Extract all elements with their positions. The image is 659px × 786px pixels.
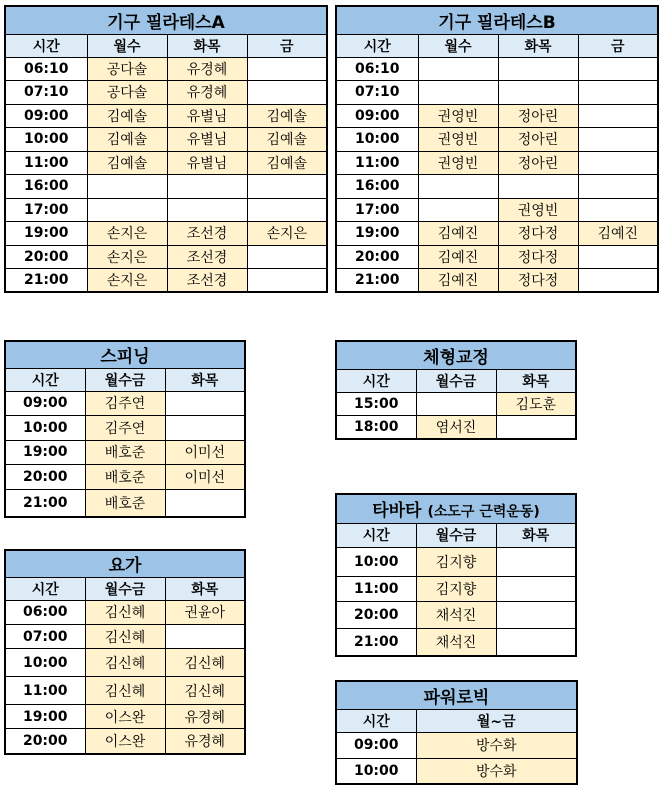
- time-cell: 07:10: [336, 81, 418, 105]
- table-row: [336, 628, 576, 656]
- table-row: [336, 758, 577, 784]
- instructor-cell: 손지은: [87, 222, 167, 246]
- table-row: [5, 649, 245, 677]
- empty-cell: [496, 547, 576, 576]
- instructor-cell: 조선경: [167, 222, 247, 246]
- instructor-cell: 배호준: [85, 465, 165, 490]
- powerrobic-table: [335, 680, 578, 785]
- instructor-cell: 공다솔: [87, 57, 167, 81]
- time-cell: 11:00: [5, 151, 87, 175]
- posture-title: [336, 341, 576, 369]
- yoga-title: [5, 550, 245, 577]
- instructor-cell: 정다정: [498, 222, 578, 246]
- table-row: [5, 198, 327, 222]
- instructor-cell: 이스완: [85, 729, 165, 754]
- empty-cell: [496, 415, 576, 439]
- instructor-cell: 유경혜: [165, 705, 245, 729]
- instructor-cell: 방수화: [416, 732, 577, 758]
- table-row: [336, 198, 658, 222]
- instructor-cell: 김예솔: [87, 104, 167, 128]
- time-cell: 11:00: [336, 151, 418, 175]
- table-row: [336, 151, 658, 175]
- table-row: [5, 465, 245, 490]
- time-cell: 10:00: [5, 128, 87, 152]
- time-cell: 10:00: [5, 416, 85, 441]
- empty-cell: [496, 601, 576, 628]
- table-row: [336, 245, 658, 269]
- table-row: [5, 245, 327, 269]
- time-cell: 09:00: [5, 104, 87, 128]
- table-row: [336, 601, 576, 628]
- instructor-cell: 김예솔: [247, 104, 327, 128]
- empty-cell: [87, 175, 167, 199]
- time-cell: 20:00: [5, 245, 87, 269]
- time-cell: 10:00: [5, 649, 85, 677]
- instructor-cell: 김예솔: [87, 151, 167, 175]
- time-cell: 17:00: [5, 198, 87, 222]
- empty-cell: [247, 269, 327, 293]
- instructor-cell: 권영빈: [418, 128, 498, 152]
- table-row: [336, 175, 658, 199]
- time-cell: 07:10: [5, 81, 87, 105]
- instructor-cell: 이스완: [85, 705, 165, 729]
- empty-cell: [418, 175, 498, 199]
- pilates-b-table: [335, 5, 659, 293]
- empty-cell: [498, 175, 578, 199]
- instructor-cell: 이미선: [165, 465, 245, 490]
- empty-cell: [578, 175, 658, 199]
- empty-cell: [578, 151, 658, 175]
- table-row: [5, 57, 327, 81]
- time-cell: 19:00: [5, 705, 85, 729]
- empty-cell: [87, 198, 167, 222]
- column-header: 시간: [336, 369, 416, 392]
- empty-cell: [247, 198, 327, 222]
- instructor-cell: 정다정: [498, 245, 578, 269]
- table-title-text: 파워로빅: [423, 687, 490, 708]
- time-cell: 06:10: [5, 57, 87, 81]
- empty-cell: [418, 81, 498, 105]
- table-subtitle-text: (소도구 근력운동): [427, 504, 540, 521]
- instructor-cell: 김예진: [418, 222, 498, 246]
- table-row: [5, 705, 245, 729]
- column-header: 월~금: [416, 709, 577, 732]
- time-cell: 21:00: [336, 269, 418, 293]
- instructor-cell: 김주연: [85, 416, 165, 441]
- table-title-text: 기구 필라테스B: [438, 12, 556, 33]
- empty-cell: [247, 57, 327, 81]
- time-cell: 19:00: [336, 222, 418, 246]
- table-row: [5, 128, 327, 152]
- column-header: 화목: [167, 34, 247, 57]
- table-row: [5, 440, 245, 465]
- instructor-cell: 권영빈: [418, 104, 498, 128]
- column-header: 화목: [165, 577, 245, 600]
- instructor-cell: 이미선: [165, 440, 245, 465]
- instructor-cell: 김신혜: [85, 677, 165, 705]
- instructor-cell: 유경혜: [167, 81, 247, 105]
- instructor-cell: 김예솔: [247, 151, 327, 175]
- table-row: [5, 151, 327, 175]
- empty-cell: [578, 57, 658, 81]
- instructor-cell: 김주연: [85, 391, 165, 416]
- empty-cell: [167, 175, 247, 199]
- table-row: [336, 732, 577, 758]
- column-header: 월수금: [85, 577, 165, 600]
- instructor-cell: 권영빈: [498, 198, 578, 222]
- instructor-cell: 김신혜: [165, 649, 245, 677]
- table-row: [5, 416, 245, 441]
- table-row: [5, 81, 327, 105]
- column-header: 월수금: [85, 368, 165, 391]
- time-cell: 06:00: [5, 600, 85, 625]
- table-row: [5, 489, 245, 517]
- empty-cell: [247, 81, 327, 105]
- instructor-cell: 김지향: [416, 547, 496, 576]
- instructor-cell: 염서진: [416, 415, 496, 439]
- empty-cell: [247, 245, 327, 269]
- spinning-table: [4, 340, 246, 518]
- table-title-text: 스피닝: [100, 347, 150, 368]
- instructor-cell: 김신혜: [85, 625, 165, 649]
- instructor-cell: 김신혜: [85, 649, 165, 677]
- time-cell: 21:00: [5, 489, 85, 517]
- instructor-cell: 채석진: [416, 628, 496, 656]
- instructor-cell: 유별님: [167, 151, 247, 175]
- instructor-cell: 유경혜: [165, 729, 245, 754]
- empty-cell: [578, 198, 658, 222]
- empty-cell: [578, 81, 658, 105]
- empty-cell: [165, 489, 245, 517]
- table-title-text: 기구 필라테스A: [107, 12, 225, 33]
- instructor-cell: 손지은: [87, 245, 167, 269]
- empty-cell: [418, 57, 498, 81]
- empty-cell: [496, 628, 576, 656]
- time-cell: 11:00: [336, 576, 416, 601]
- instructor-cell: 조선경: [167, 245, 247, 269]
- powerrobic-title: [336, 681, 577, 709]
- column-header: 월수: [87, 34, 167, 57]
- instructor-cell: 김신혜: [165, 677, 245, 705]
- table-row: [5, 269, 327, 293]
- time-cell: 17:00: [336, 198, 418, 222]
- table-row: [5, 625, 245, 649]
- table-row: [5, 104, 327, 128]
- instructor-cell: 유별님: [167, 104, 247, 128]
- time-cell: 21:00: [336, 628, 416, 656]
- table-row: [5, 600, 245, 625]
- instructor-cell: 정아린: [498, 151, 578, 175]
- column-header: 금: [578, 34, 658, 57]
- empty-cell: [578, 128, 658, 152]
- column-header: 화목: [496, 369, 576, 392]
- pilates-b-title: [336, 6, 658, 34]
- column-header: 금: [247, 34, 327, 57]
- instructor-cell: 김신혜: [85, 600, 165, 625]
- table-row: [5, 391, 245, 416]
- instructor-cell: 김예진: [578, 222, 658, 246]
- table-row: [336, 128, 658, 152]
- table-title-text: 체형교정: [423, 347, 489, 368]
- instructor-cell: 김예솔: [247, 128, 327, 152]
- instructor-cell: 정아린: [498, 104, 578, 128]
- column-header: 시간: [336, 709, 416, 732]
- time-cell: 11:00: [5, 677, 85, 705]
- empty-cell: [498, 57, 578, 81]
- table-row: [336, 57, 658, 81]
- table-row: [5, 677, 245, 705]
- tabata-table: [335, 493, 577, 657]
- empty-cell: [496, 576, 576, 601]
- column-header: 월수: [418, 34, 498, 57]
- column-header: 화목: [165, 368, 245, 391]
- instructor-cell: 김지향: [416, 576, 496, 601]
- column-header: 월수금: [416, 523, 496, 547]
- empty-cell: [578, 104, 658, 128]
- empty-cell: [165, 625, 245, 649]
- time-cell: 10:00: [336, 547, 416, 576]
- instructor-cell: 정다정: [498, 269, 578, 293]
- instructor-cell: 배호준: [85, 440, 165, 465]
- time-cell: 16:00: [5, 175, 87, 199]
- time-cell: 19:00: [5, 440, 85, 465]
- table-row: [336, 415, 576, 439]
- spinning-title: [5, 341, 245, 368]
- time-cell: 06:10: [336, 57, 418, 81]
- table-row: [336, 392, 576, 415]
- instructor-cell: 권윤아: [165, 600, 245, 625]
- time-cell: 09:00: [5, 391, 85, 416]
- instructor-cell: 권영빈: [418, 151, 498, 175]
- instructor-cell: 손지은: [247, 222, 327, 246]
- column-header: 시간: [5, 368, 85, 391]
- table-row: [5, 222, 327, 246]
- empty-cell: [416, 392, 496, 415]
- time-cell: 20:00: [336, 601, 416, 628]
- empty-cell: [167, 198, 247, 222]
- time-cell: 10:00: [336, 758, 416, 784]
- time-cell: 15:00: [336, 392, 416, 415]
- posture-table: [335, 340, 577, 440]
- table-row: [336, 81, 658, 105]
- pilates-a-table: [4, 5, 328, 293]
- instructor-cell: 김도훈: [496, 392, 576, 415]
- table-row: [336, 547, 576, 576]
- time-cell: 20:00: [5, 729, 85, 754]
- empty-cell: [578, 269, 658, 293]
- instructor-cell: 손지은: [87, 269, 167, 293]
- instructor-cell: 배호준: [85, 489, 165, 517]
- empty-cell: [165, 416, 245, 441]
- instructor-cell: 김예솔: [87, 128, 167, 152]
- table-title-text: 타바타: [372, 501, 422, 522]
- time-cell: 19:00: [5, 222, 87, 246]
- time-cell: 20:00: [5, 465, 85, 490]
- tabata-title: [336, 494, 576, 523]
- column-header: 시간: [336, 34, 418, 57]
- instructor-cell: 채석진: [416, 601, 496, 628]
- table-row: [336, 269, 658, 293]
- time-cell: 09:00: [336, 104, 418, 128]
- table-row: [336, 104, 658, 128]
- column-header: 시간: [5, 34, 87, 57]
- time-cell: 18:00: [336, 415, 416, 439]
- table-title-text: 요가: [108, 556, 142, 577]
- time-cell: 21:00: [5, 269, 87, 293]
- time-cell: 10:00: [336, 128, 418, 152]
- instructor-cell: 공다솔: [87, 81, 167, 105]
- empty-cell: [578, 245, 658, 269]
- instructor-cell: 조선경: [167, 269, 247, 293]
- table-row: [5, 175, 327, 199]
- empty-cell: [165, 391, 245, 416]
- empty-cell: [418, 198, 498, 222]
- instructor-cell: 방수화: [416, 758, 577, 784]
- empty-cell: [247, 175, 327, 199]
- table-row: [336, 576, 576, 601]
- yoga-table: [4, 549, 246, 755]
- time-cell: 20:00: [336, 245, 418, 269]
- time-cell: 09:00: [336, 732, 416, 758]
- column-header: 화목: [498, 34, 578, 57]
- column-header: 화목: [496, 523, 576, 547]
- column-header: 시간: [336, 523, 416, 547]
- empty-cell: [498, 81, 578, 105]
- column-header: 월수금: [416, 369, 496, 392]
- instructor-cell: 정아린: [498, 128, 578, 152]
- column-header: 시간: [5, 577, 85, 600]
- time-cell: 16:00: [336, 175, 418, 199]
- instructor-cell: 유경혜: [167, 57, 247, 81]
- instructor-cell: 김예진: [418, 269, 498, 293]
- instructor-cell: 유별님: [167, 128, 247, 152]
- pilates-a-title: [5, 6, 327, 34]
- table-row: [5, 729, 245, 754]
- time-cell: 07:00: [5, 625, 85, 649]
- table-row: [336, 222, 658, 246]
- instructor-cell: 김예진: [418, 245, 498, 269]
